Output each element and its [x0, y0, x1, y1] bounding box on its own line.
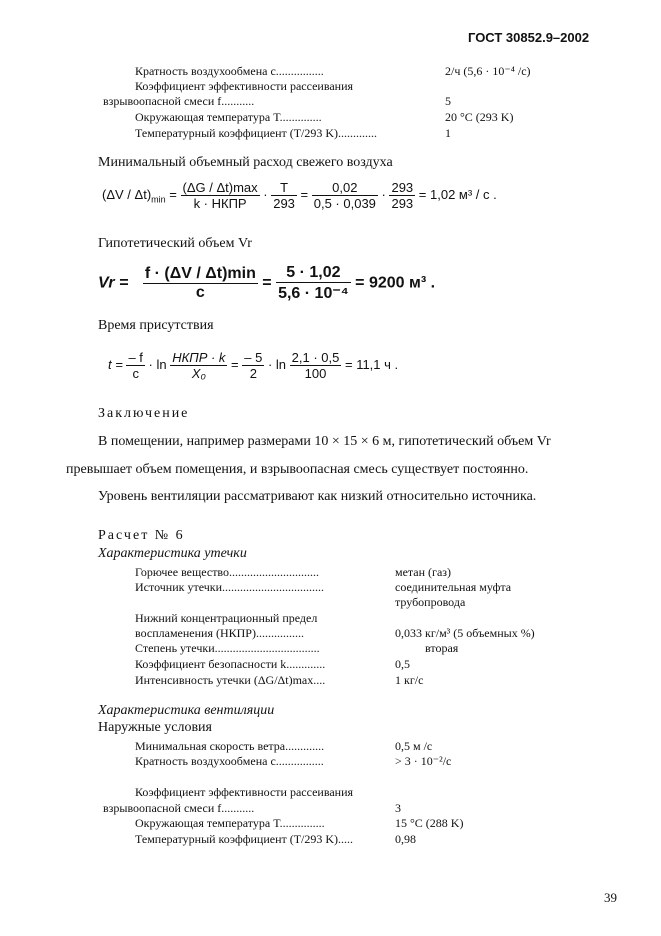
presence-time-f3-num: – 5 [244, 350, 263, 365]
presence-time-f2-den: X₀ [170, 365, 227, 381]
min-flow-formula: $(\Delta V / \Delta t)_{min}$ = $\frac{(\Delta G / \Delta t)\max}{\text{k · НКПР}}$ · $\frac{T}{293}$ = $\frac{0,02}{0,5 \cdot 0,039}$ · $\frac{293}{293}$ = 1,02 м³ / с . [102, 180, 497, 211]
leak-row-value: метан (газ) [395, 565, 452, 579]
outdoor-conditions: Наружные условия [98, 720, 212, 735]
hyp-volume-den: c [143, 283, 258, 302]
hyp-volume-num2: 5 · 1,02 [286, 264, 341, 281]
param-label-efficiency-2: взрывоопасной смеси f........... [103, 94, 255, 108]
presence-time-heading: Время присутствия [98, 318, 214, 333]
param-value-air-exchange: 2/ч (5,6 · 10⁻⁴ /с) [445, 64, 531, 78]
presence-time-f2-num: НКПР · k [172, 350, 226, 365]
conclusion-para2: Уровень вентиляции рассматривают как низкий относительно источника. [98, 489, 537, 504]
min-flow-lhs-sub: min [151, 194, 166, 205]
hyp-volume-heading: Гипотетический объем Vr [98, 236, 252, 251]
param-label-air-exchange: Кратность воздухообмена c................ [135, 64, 324, 78]
presence-time-formula: t = $\frac{- f}{c}$ · ln $\frac{\text{НКПР · k}}{\text{X₀}}$ = $\frac{- 5}{2}$ · ln $\frac{2,1 \cdot 0,5}{100}$ = 11,1 ч . [108, 350, 399, 381]
leak-row-label: Источник утечки.................................. [135, 580, 325, 594]
leak-row-value: соединительная муфта [395, 580, 512, 594]
eff-label-2: взрывоопасной смеси f........... [103, 801, 255, 815]
min-flow-f3-num: 0,02 [332, 180, 358, 195]
vent-heading: Характеристика вентиляции [98, 703, 275, 718]
min-flow-f3-den: 0,5 · 0,039 [313, 196, 376, 211]
presence-time-f1-num: – f [128, 350, 143, 365]
leak-row-label: Горючее вещество.............................. [135, 565, 320, 579]
leak-row-value: трубопровода [395, 595, 466, 609]
min-flow-result: = 1,02 м³ / с . [418, 186, 497, 202]
leak-row-value: 0,033 кг/м³ (5 объемных %) [395, 626, 535, 640]
conclusion-heading: Заключение [98, 406, 190, 421]
temp-coeff-value: 0,98 [395, 832, 416, 846]
presence-time-result: = 11,1 ч . [344, 356, 399, 372]
param-value-ambient-temp: 20 °C (293 K) [445, 110, 514, 124]
param-value-temp-coeff: 1 [445, 126, 451, 140]
param-label-efficiency-1: Коэффициент эффективности рассеивания [135, 79, 354, 93]
param-value-efficiency: 5 [445, 94, 451, 108]
leak-row-label: Интенсивность утечки (ΔG/Δt)max.... [135, 673, 326, 687]
min-flow-f2-num: T [280, 180, 289, 195]
hyp-volume-lhs: Vr = [98, 274, 129, 292]
leak-row-value: 1 кг/с [395, 673, 424, 687]
hyp-volume-den2: 5,6 · 10⁻⁴ [276, 282, 351, 303]
hyp-volume-result: = 9200 м³ . [355, 274, 436, 292]
presence-time-lhs: t = [108, 356, 123, 372]
eff-label-1: Коэффициент эффективности рассеивания [135, 785, 354, 799]
temp-coeff-label: Температурный коэффициент (T/293 K)..... [135, 832, 354, 846]
eff-value: 3 [395, 801, 401, 815]
min-flow-f1-num: (ΔG / Δt)max [182, 180, 258, 195]
hyp-volume-formula: Vr = $\frac{f \cdot (\Delta V / \Delta t)\min}{c}$ = $\frac{5 \cdot 1,02}{\text{5,6 · 10⁻⁴}}$ = 9200 м³ . [98, 264, 436, 302]
ambient-temp-label: Окружающая температура T............... [135, 816, 325, 830]
param-label-ambient-temp: Окружающая температура T.............. [135, 110, 322, 124]
vent-row-label: Кратность воздухообмена c................ [135, 754, 324, 768]
min-flow-f2-den: 293 [273, 196, 295, 211]
presence-time-f4-den: 100 [290, 365, 342, 381]
calc6-heading: Расчет № 6 [98, 528, 185, 543]
hyp-volume-num: f · (ΔV / Δt)min [144, 265, 256, 282]
leak-row-label: Коэффициент безопасности k............. [135, 657, 326, 671]
vent-row-value: 0,5 м /с [395, 739, 433, 753]
leak-row-value: вторая [425, 641, 459, 655]
presence-time-f3-den: 2 [242, 365, 264, 381]
conclusion-para1-line2: превышает объем помещения, и взрывоопасная смесь существует постоянно. [66, 462, 529, 477]
leak-row-label: Степень утечки................................... [135, 641, 320, 655]
conclusion-para1-line1: В помещении, например размерами 10 × 15 × 6 м, гипотетический объем Vr [98, 434, 551, 449]
ambient-temp-value: 15 °C (288 K) [395, 816, 464, 830]
min-flow-f4-num: 293 [391, 180, 414, 195]
leak-row-label: Нижний концентрационный предел [135, 611, 318, 625]
leak-row-value: 0,5 [395, 657, 410, 671]
min-flow-f1-den: k · НКПР [181, 195, 260, 211]
min-flow-f4-den: 293 [391, 196, 414, 211]
page-number: 39 [604, 890, 617, 905]
presence-time-f4-num: 2,1 · 0,5 [291, 350, 340, 365]
leak-heading: Характеристика утечки [98, 546, 247, 561]
vent-row-label: Минимальная скорость ветра............. [135, 739, 325, 753]
min-flow-lhs: (ΔV / Δt) [102, 186, 152, 202]
presence-time-f1-den: c [126, 365, 144, 381]
vent-row-value: > 3 · 10⁻²/с [395, 754, 452, 768]
param-label-temp-coeff: Температурный коэффициент (T/293 K)............. [135, 126, 378, 140]
presence-time-ln2: · ln [267, 356, 287, 372]
min-flow-heading: Минимальный объемный расход свежего воздуха [98, 155, 393, 170]
leak-row-label: воспламенения (НКПР)................ [135, 626, 304, 640]
presence-time-ln1: · ln [148, 356, 167, 372]
standard-number: ГОСТ 30852.9–2002 [468, 30, 590, 45]
